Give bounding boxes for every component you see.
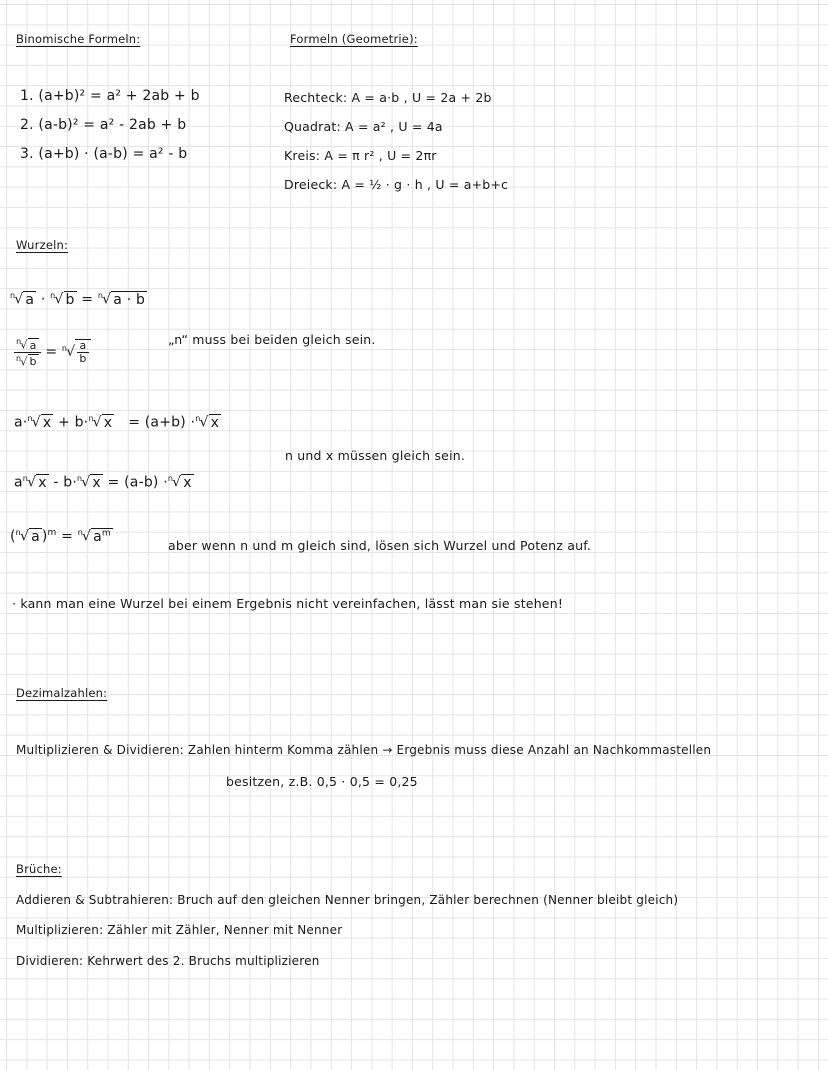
root-simplify-note: · kann man eine Wurzel bei einem Ergebnis nicht vereinfachen, lässt man sie stehen!	[12, 596, 564, 611]
root-power-note: aber wenn n und m gleich sind, lösen sich Wurzel und Potenz auf.	[168, 538, 592, 553]
heading-geometry: Formeln (Geometrie):	[290, 32, 418, 46]
root-sub-x2: x	[92, 474, 101, 491]
root-add-right: = (a+b) ·	[128, 414, 196, 431]
heading-binomial: Binomische Formeln:	[16, 32, 141, 46]
root-same-nx-note: n und x müssen gleich sein.	[285, 448, 466, 463]
root-add-rule: a·$^n$√ x + b·$^n$√ x = (a+b) ·$^n$√ x	[14, 414, 220, 431]
root-add-x1: x	[42, 414, 52, 431]
root-add-left: a·	[14, 414, 28, 431]
root-sub-right: = (a-b) ·	[107, 474, 168, 491]
root-quotient-num: a	[29, 338, 37, 352]
binomial-item-1: 1. (a+b)² = a² + 2ab + b	[20, 88, 200, 104]
root-sub-rule: $a^n√$ x - b·$^n$√ x = (a-b) ·$^n$√ x	[14, 474, 192, 491]
geometry-dreieck: Dreieck: A = ½ · g · h , U = a+b+c	[284, 177, 509, 192]
geometry-rechteck: Rechteck: A = a·b , U = 2a + 2b	[284, 90, 492, 105]
root-add-mid: + b·	[58, 414, 89, 431]
decimals-line-2: besitzen, z.B. 0,5 · 0,5 = 0,25	[226, 774, 418, 789]
root-power-base: a	[31, 528, 40, 545]
root-product-right: a · b	[113, 291, 146, 308]
root-sub-x1: x	[38, 474, 47, 491]
root-power-exp: m	[47, 528, 57, 538]
heading-decimals: Dezimalzahlen:	[16, 686, 108, 700]
fractions-add-sub: Addieren & Subtrahieren: Bruch auf den gleichen Nenner bringen, Zähler berechnen (Nenner bleibt gleich)	[16, 893, 679, 907]
fractions-multiply: Multiplizieren: Zähler mit Zähler, Nenner mit Nenner	[16, 923, 343, 937]
heading-fractions: Brüche:	[16, 862, 62, 876]
root-same-n-note: „n“ muss bei beiden gleich sein.	[168, 332, 376, 347]
binomial-item-2: 2. (a-b)² = a² - 2ab + b	[20, 117, 187, 133]
heading-roots: Wurzeln:	[16, 238, 69, 252]
root-add-x3: x	[210, 414, 220, 431]
root-quotient-rhs	[75, 339, 90, 365]
root-product-rule: $^n$√ a · $^n$√ b = $^n$√ a · b	[10, 291, 146, 308]
root-quotient-lhs: $\frac{^n√ a}{^n√ b}$	[14, 336, 41, 368]
root-sub-left: a	[14, 474, 23, 491]
geometry-kreis: Kreis: A = π r² , U = 2πr	[284, 148, 437, 163]
root-product-left2: b	[65, 291, 75, 308]
root-quotient-den: b	[29, 355, 37, 369]
fractions-divide: Dividieren: Kehrwert des 2. Bruchs multiplizieren	[16, 954, 320, 968]
root-power-result-exp: m	[101, 528, 111, 538]
root-power-result: a	[93, 528, 102, 545]
root-sub-mid: - b·	[53, 474, 77, 491]
root-quotient-rnum: a	[77, 340, 88, 353]
root-quotient-rule: $\frac{^n√ a}{^n√ b}$ = $^n$√ $\frac{a}{b}$	[14, 336, 91, 368]
geometry-quadrat: Quadrat: A = a² , U = 4a	[284, 119, 443, 134]
root-quotient-rden: b	[79, 352, 87, 366]
root-sub-x3: x	[183, 474, 192, 491]
root-add-x2: x	[103, 414, 113, 431]
decimals-line-1: Multiplizieren & Dividieren: Zahlen hinterm Komma zählen → Ergebnis muss diese Anzahl an Nachkommastellen	[16, 743, 712, 757]
root-power-rule: ($^n$√ a )$^m$ = $^n$√ $a^m$	[10, 528, 111, 545]
binomial-item-3: 3. (a+b) · (a-b) = a² - b	[20, 146, 188, 162]
root-product-left1: a	[25, 291, 35, 308]
